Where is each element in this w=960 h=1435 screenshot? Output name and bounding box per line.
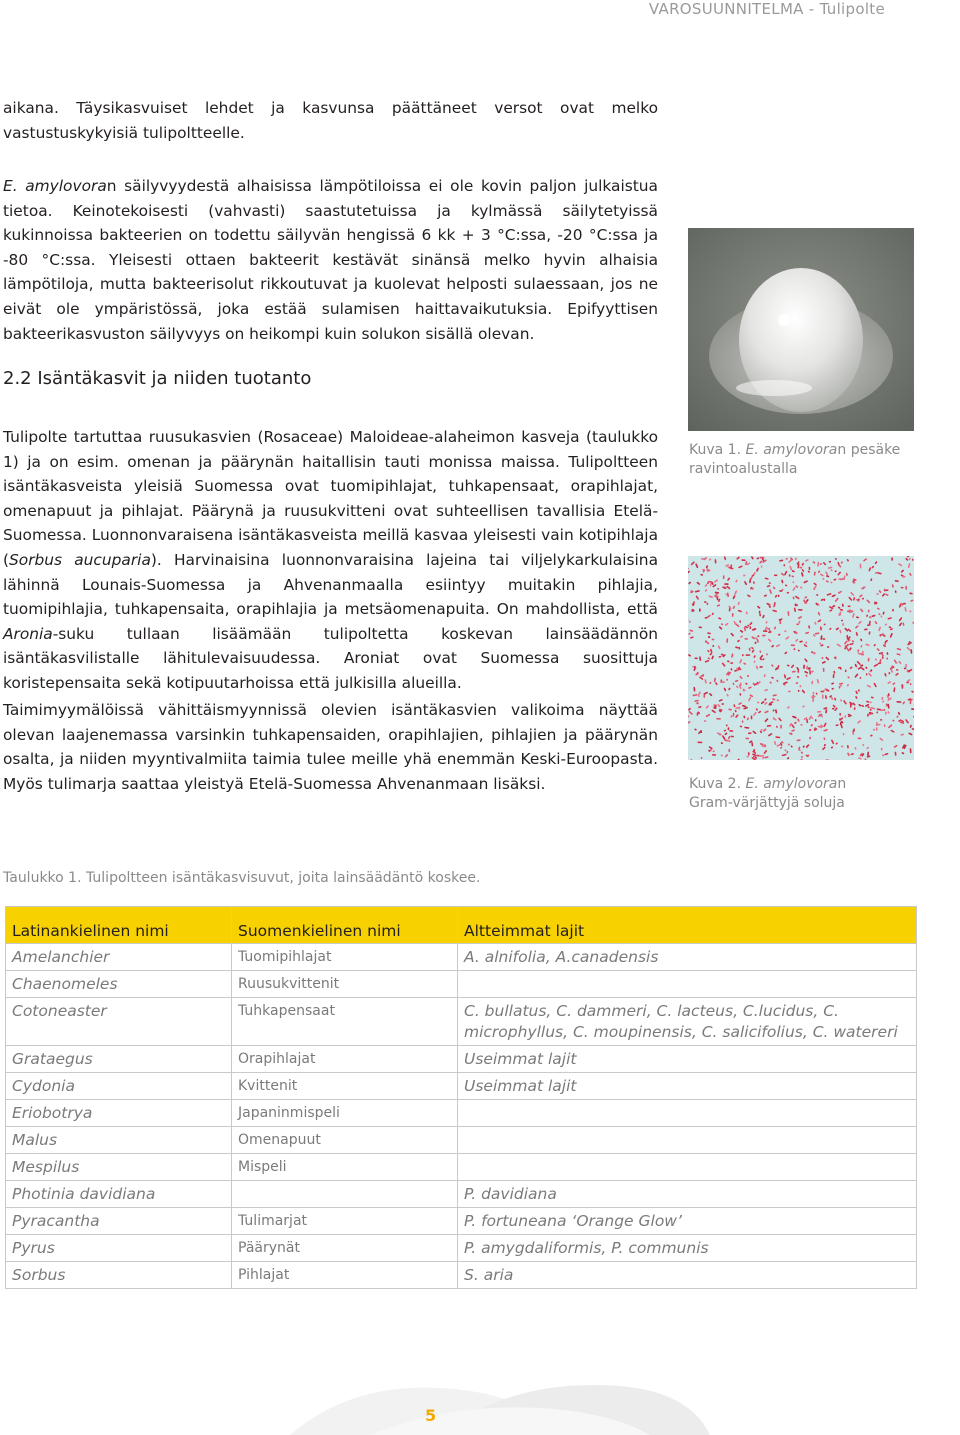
stained-cell (794, 648, 796, 650)
stained-cell (746, 654, 751, 656)
table-row (6, 944, 917, 971)
stained-cell (751, 715, 753, 719)
stained-cell (760, 557, 765, 559)
paragraph-3 (3, 425, 658, 696)
stained-cell (699, 731, 702, 733)
stained-cell (732, 613, 734, 617)
species-cell: Useimmat lajit (458, 1073, 917, 1100)
stained-cell (891, 557, 893, 561)
stained-cell (846, 635, 848, 640)
decorative-swirl (290, 1378, 710, 1435)
stained-cell (768, 704, 772, 706)
latin-name-cell: Eriobotrya (6, 1100, 232, 1127)
stained-cell (901, 587, 904, 589)
latin-name-cell: Photinia davidiana (6, 1181, 232, 1208)
latin-name-cell: Amelanchier (6, 944, 232, 971)
host-plant-table (5, 906, 917, 1289)
stained-cell (694, 657, 697, 659)
latin-name-cell: Sorbus (6, 1262, 232, 1289)
running-header: VAROSUUNNITELMA - Tulipolte (648, 0, 885, 18)
stained-cell (798, 609, 803, 611)
stained-cell (745, 738, 749, 740)
stained-cell (729, 749, 731, 753)
stained-cell (839, 686, 841, 689)
species-cell: C. bullatus, C. dammeri, C. lacteus, C.lucidus, C. microphyllus, C. moupinensis, C. salicifolius, C. watereri (458, 998, 917, 1046)
latin-name-cell: Pyrus (6, 1235, 232, 1262)
stained-cell (880, 719, 882, 721)
stained-cell (841, 746, 844, 748)
table-row (6, 1100, 917, 1127)
gram-stain-photo (688, 556, 914, 760)
paragraph-4 (3, 698, 658, 796)
table-row (6, 971, 917, 998)
stained-cell (733, 713, 735, 717)
stained-cell (724, 583, 728, 585)
stained-cell (741, 559, 745, 561)
paragraph-2 (3, 174, 658, 346)
latin-name-cell: Pyracantha (6, 1208, 232, 1235)
species-cell (458, 971, 917, 998)
caption-text: n Gram-värjättyjä soluja (689, 776, 847, 811)
stained-cell (838, 667, 841, 669)
stained-cell (871, 669, 873, 671)
stained-cell (762, 745, 765, 747)
stained-cell (712, 754, 716, 756)
paragraph-text (3, 174, 658, 346)
stained-cell (748, 732, 752, 734)
stained-cell (889, 672, 891, 674)
species-cell: P. amygdaliformis, P. communis (458, 1235, 917, 1262)
stained-cell (704, 601, 707, 603)
stained-cell (780, 725, 782, 729)
stained-cell (850, 703, 852, 708)
stained-cell (796, 624, 799, 626)
finnish-name-cell: Orapihlajat (232, 1046, 458, 1073)
stained-cell (848, 716, 850, 718)
stained-cell (708, 581, 712, 583)
stained-cell (731, 736, 734, 738)
caption-label: Kuva 2. (689, 776, 746, 792)
table-row (6, 1046, 917, 1073)
finnish-name-cell: Päärynät (232, 1235, 458, 1262)
table-row (6, 998, 917, 1046)
species-cell: P. davidiana (458, 1181, 917, 1208)
caption-text: n pesäke ravintoalustalla (689, 442, 901, 477)
species-cell: A. alnifolia, A.canadensis (458, 944, 917, 971)
paragraph-body: ). Harvinaisina luonnonvaraisina lajeina tai viljelykarkulaisina lähinnä Lounais-Suomessa ja Ahvenanmaalla esiintyy muitakin pihlajia, tuomipihlajia, tuhkapensaita, orapihlajia ja metsäomenapuita. On mahdollista, että (3, 550, 658, 619)
stained-cell (822, 657, 824, 659)
species-name: E. amylovora (3, 177, 107, 195)
latin-name-cell: Cydonia (6, 1073, 232, 1100)
latin-name-cell: Chaenomeles (6, 971, 232, 998)
table-row (6, 1154, 917, 1181)
stained-cell (902, 684, 904, 689)
finnish-name-cell: Tulimarjat (232, 1208, 458, 1235)
species-cell: Useimmat lajit (458, 1046, 917, 1073)
table-header-row (6, 907, 917, 944)
stained-cell (750, 626, 752, 629)
stained-cell (721, 703, 724, 705)
finnish-name-cell: Mispeli (232, 1154, 458, 1181)
species-name: E. amylovora (745, 442, 838, 458)
stained-cell (808, 754, 810, 756)
stained-cell (882, 697, 884, 700)
species-cell: P. fortuneana ‘Orange Glow’ (458, 1208, 917, 1235)
paragraph-body: Tulipolte tartuttaa ruusukasvien (Rosaceae) Maloideae-alaheimon kasveja (taulukko 1) ja on esim. omenan ja päärynän haitallisin tauti monissa maissa. Tulipoltteen isäntäkasveista yleisiä Suomessa ovat tuomipihlajat, tuhkapensaat, orapihlajat, omenapuut ja pihlajat. Päärynä ja ruusukvitteni ovat suhteellisen tavallisia Etelä-Suomessa. Luonnonvaraisena isäntäkasveista meillä kasvaa yleisesti vain kotipihlaja ( (3, 428, 658, 569)
stained-cell (697, 742, 702, 744)
latin-name-cell: Mespilus (6, 1154, 232, 1181)
stained-cell (740, 693, 742, 696)
colony-photo (688, 228, 914, 431)
column-header-latin: Latinankielinen nimi (6, 907, 232, 944)
table-row (6, 1073, 917, 1100)
finnish-name-cell: Omenapuut (232, 1127, 458, 1154)
finnish-name-cell: Tuomipihlajat (232, 944, 458, 971)
stained-cell (905, 664, 907, 668)
species-name: E. amylovora (745, 776, 838, 792)
stained-cell (843, 733, 845, 735)
genus-name: Aronia (3, 624, 53, 643)
stained-cell (720, 681, 725, 683)
species-name: Sorbus aucuparia (9, 550, 151, 569)
section-heading: 2.2 Isäntäkasvit ja niiden tuotanto (3, 368, 312, 389)
finnish-name-cell (232, 1181, 458, 1208)
stained-cell (823, 668, 825, 672)
table-row (6, 1127, 917, 1154)
stained-cell (789, 574, 791, 577)
paragraph-1 (3, 96, 658, 145)
colony-image (688, 228, 914, 431)
stained-cell (763, 630, 768, 632)
stained-cell (699, 627, 702, 629)
stained-cell (803, 665, 805, 669)
stained-cell (848, 605, 851, 607)
finnish-name-cell: Ruusukvittenit (232, 971, 458, 998)
figure-1-caption (689, 441, 960, 479)
column-header-species: Altteimmat lajit (458, 907, 917, 944)
stained-cell (806, 666, 808, 670)
stained-cell (816, 693, 818, 695)
stained-cell (832, 708, 835, 710)
stained-cell (838, 578, 843, 580)
gram-stain-image (688, 556, 914, 760)
paragraph-text (3, 425, 658, 696)
table-row (6, 1235, 917, 1262)
latin-name-cell: Grataegus (6, 1046, 232, 1073)
paragraph-text: Taimimyymälöissä vähittäismyynnissä olevien isäntäkasvien valikoima näyttää olevan laajenemassa varsinkin tuhkapensaiden, orapihlajien, pihlajien ja päärynän osalta, ja niiden myyntivalmiita taimia tulee meille yhä enemmän Keski-Euroopasta. Myös tulimarja saattaa yleistyä Etelä-Suomessa Ahvenanmaan lisäksi. (3, 701, 658, 793)
stained-cell (744, 638, 748, 640)
table-caption: Taulukko 1. Tulipoltteen isäntäkasvisuvut, joita lainsäädäntö koskee. (3, 870, 481, 886)
figure-2-caption (689, 775, 869, 813)
stained-cell (826, 760, 830, 761)
paragraph-body: -suku tullaan lisäämään tulipoltetta koskevan lainsäädännön isäntäkasvilistalle lähitulevaisuudessa. Aroniat ovat Suomessa suosittuja koristepensaita sekä kotipuutarhoissa että julkisilla alueilla. (3, 624, 658, 692)
species-cell (458, 1154, 917, 1181)
stained-cell (787, 592, 789, 594)
paragraph-body: n säilyvyydestä alhaisissa lämpötiloissa ei ole kovin paljon julkaistua tietoa. Keinotekoisesti (vahvasti) saastutetuissa ja kylmässä säilytetyissä kukinnoissa bakteerien on todettu säilyvän hengissä 6 kk + 3 °C:ssa, -20 °C:ssa ja -80 °C:ssa. Yleisesti ottaen bakteerit kestävät sinänsä melko hyvin alhaisia lämpötiloja, mutta bakteerisolut rikkoutuvat ja kuolevat helposti sulaessaan, jos ne eivät ole ympäristössä, joka estää sulamisen haittavaikutuksia. Epifyyttisen bakteerikasvuston säilyvyys on heikompi kuin solukon sisällä olevan. (3, 177, 658, 343)
finnish-name-cell: Japaninmispeli (232, 1100, 458, 1127)
column-header-finnish: Suomenkielinen nimi (232, 907, 458, 944)
stained-cell (902, 576, 906, 578)
species-cell: S. aria (458, 1262, 917, 1289)
stained-cell (815, 719, 817, 721)
stained-cell (842, 623, 844, 626)
finnish-name-cell: Kvittenit (232, 1073, 458, 1100)
stained-cell (876, 727, 878, 731)
species-cell (458, 1100, 917, 1127)
caption-label: Kuva 1. (689, 442, 746, 458)
species-cell (458, 1127, 917, 1154)
stained-cell (774, 575, 778, 577)
stained-cell (723, 575, 725, 579)
stained-cell (762, 635, 766, 637)
stained-cell (809, 567, 811, 571)
finnish-name-cell: Pihlajat (232, 1262, 458, 1289)
stained-cell (876, 724, 881, 726)
latin-name-cell: Malus (6, 1127, 232, 1154)
stained-cell (740, 683, 742, 687)
stained-cell (716, 718, 721, 720)
finnish-name-cell: Tuhkapensaat (232, 998, 458, 1046)
table-row (6, 1181, 917, 1208)
latin-name-cell: Cotoneaster (6, 998, 232, 1046)
table-row (6, 1262, 917, 1289)
paragraph-text: aikana. Täysikasvuiset lehdet ja kasvunsa päättäneet versot ovat melko vastustuskykyisiä tulipoltteelle. (3, 99, 658, 142)
table-row (6, 1208, 917, 1235)
page-number: 5 (425, 1406, 437, 1425)
